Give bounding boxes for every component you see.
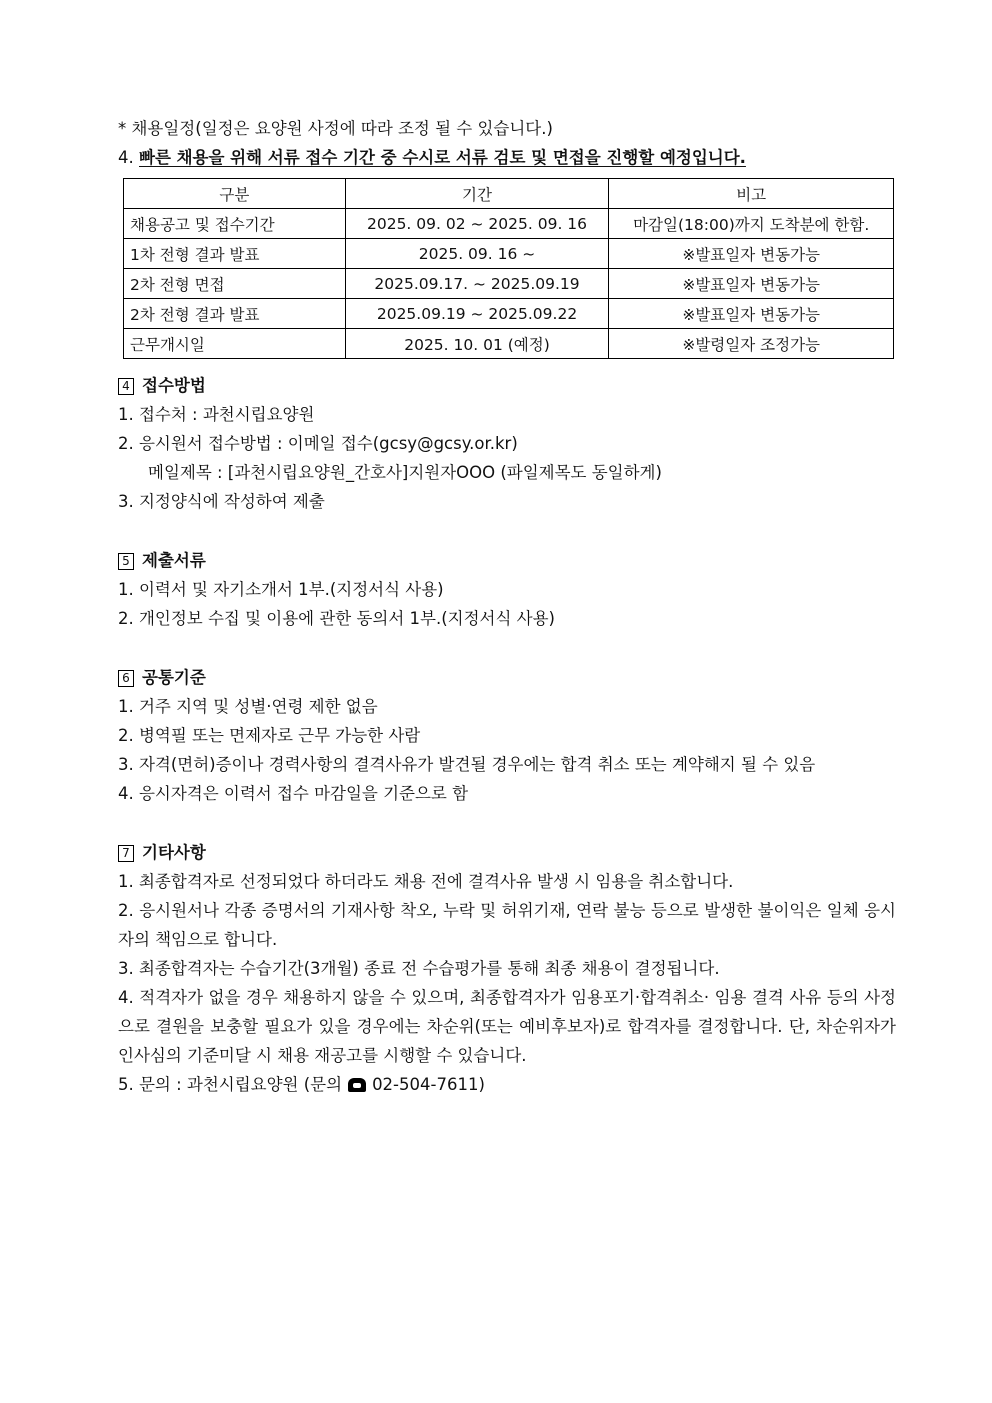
schedule-table: [123, 178, 894, 359]
table-header-row: [124, 179, 894, 209]
table-row: [124, 299, 894, 329]
table-header-cell: 비고: [609, 179, 894, 209]
section-title: 공통기준: [142, 668, 206, 687]
list-item: 4. 적격자가 없을 경우 채용하지 않을 수 있으며, 최종합격자가 임용포기·합격취소· 임용 결격 사유 등의 사정으로 결원을 보충할 필요가 있을 경우에는 차순위(또는 예비후보자)로 합격자를 결정합니다. 단, 차순위자가 인사심의 기준미달 시 채용 재공고를 시행할 수 있습니다.: [118, 988, 896, 1065]
section-title: 접수방법: [142, 376, 206, 395]
document-page: [118, 114, 896, 1099]
table-header-cell: 구분: [124, 179, 346, 209]
item4-text: 빠른 채용을 위해 서류 접수 기간 중 수시로 서류 검토 및 면접을 진행할 예정입니다.: [139, 148, 746, 167]
contact-number: 02-504-7611): [372, 1075, 485, 1094]
list-item: 2. 개인정보 수집 및 이용에 관한 동의서 1부.(지정서식 사용): [118, 609, 555, 628]
section-number-box: 6: [118, 670, 134, 687]
section-heading-other-notes: [118, 838, 896, 867]
table-cell-period: 2025.09.19 ~ 2025.09.22: [345, 299, 609, 329]
table-cell-note: ※발표일자 변동가능: [609, 269, 894, 299]
section-heading-documents: [118, 546, 896, 575]
list-item: 2. 응시원서 접수방법 : 이메일 접수(gcsy@gcsy.or.kr): [118, 434, 518, 453]
table-cell-period: 2025. 10. 01 (예정): [345, 329, 609, 359]
table-cell-category: 1차 전형 결과 발표: [124, 239, 346, 269]
table-cell-category: 2차 전형 결과 발표: [124, 299, 346, 329]
contact-line: [118, 1070, 896, 1099]
item4-prefix: 4.: [118, 148, 139, 167]
table-cell-note: ※발표일자 변동가능: [609, 299, 894, 329]
table-row: [124, 239, 894, 269]
list-item-sub: 메일제목 : [과천시립요양원_간호사]지원자OOO (파일제목도 동일하게): [148, 463, 662, 482]
section-title: 제출서류: [142, 551, 206, 570]
list-item: 1. 이력서 및 자기소개서 1부.(지정서식 사용): [118, 580, 444, 599]
contact-prefix: 5. 문의 : 과천시립요양원 (문의: [118, 1075, 343, 1094]
item4-notice: [118, 143, 896, 172]
list-item: 4. 응시자격은 이력서 접수 마감일을 기준으로 함: [118, 784, 469, 803]
list-item: 2. 병역필 또는 면제자로 근무 가능한 사람: [118, 726, 421, 745]
section-heading-application-method: [118, 371, 896, 400]
table-cell-period: 2025. 09. 02 ~ 2025. 09. 16: [345, 209, 609, 239]
list-item: 1. 거주 지역 및 성별·연령 제한 없음: [118, 697, 378, 716]
list-item: 3. 자격(면허)증이나 경력사항의 결격사유가 발견될 경우에는 합격 취소 또는 계약해지 될 수 있음: [118, 755, 816, 774]
table-row: [124, 269, 894, 299]
section-number-box: 4: [118, 378, 134, 395]
table-cell-note: ※발령일자 조정가능: [609, 329, 894, 359]
list-item: 2. 응시원서나 각종 증명서의 기재사항 착오, 누락 및 허위기재, 연락 불능 등으로 발생한 불이익은 일체 응시자의 책임으로 합니다.: [118, 901, 896, 949]
table-cell-period: 2025. 09. 16 ~: [345, 239, 609, 269]
list-item: 3. 지정양식에 작성하여 제출: [118, 492, 325, 511]
section-title: 기타사항: [142, 843, 206, 862]
table-cell-category: 근무개시일: [124, 329, 346, 359]
table-cell-note: ※발표일자 변동가능: [609, 239, 894, 269]
table-cell-category: 채용공고 및 접수기간: [124, 209, 346, 239]
phone-icon: [348, 1078, 366, 1092]
table-header-cell: 기간: [345, 179, 609, 209]
list-item: 3. 최종합격자는 수습기간(3개월) 종료 전 수습평가를 통해 최종 채용이 결정됩니다.: [118, 959, 720, 978]
table-cell-category: 2차 전형 면접: [124, 269, 346, 299]
list-item: 1. 접수처 : 과천시립요양원: [118, 405, 315, 424]
section-number-box: 7: [118, 845, 134, 862]
table-row: [124, 209, 894, 239]
table-cell-period: 2025.09.17. ~ 2025.09.19: [345, 269, 609, 299]
list-item: 1. 최종합격자로 선정되었다 하더라도 채용 전에 결격사유 발생 시 임용을 취소합니다.: [118, 872, 734, 891]
schedule-note: * 채용일정(일정은 요양원 사정에 따라 조정 될 수 있습니다.): [118, 119, 553, 138]
section-number-box: 5: [118, 553, 134, 570]
table-cell-note: 마감일(18:00)까지 도착분에 한함.: [609, 209, 894, 239]
section-heading-common-criteria: [118, 663, 896, 692]
table-row: [124, 329, 894, 359]
